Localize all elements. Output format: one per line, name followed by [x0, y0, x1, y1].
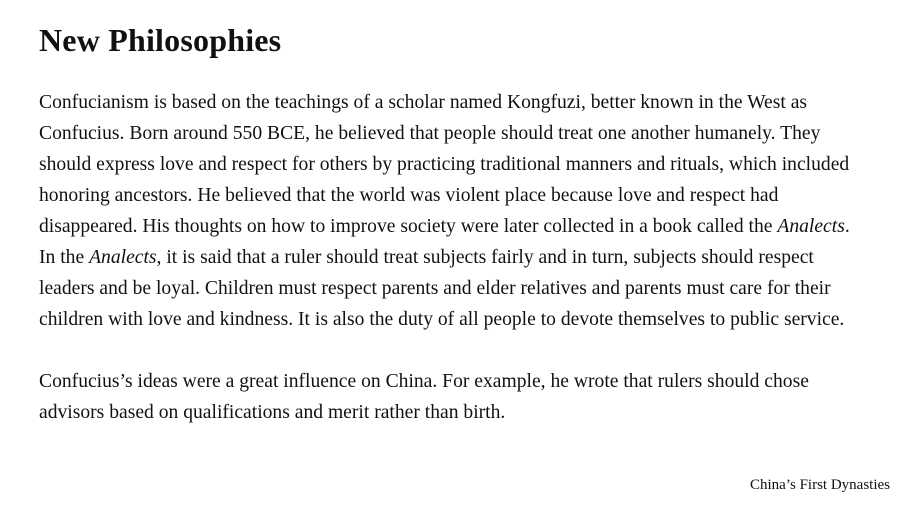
paragraph-influence: Confucius’s ideas were a great influence on China. For example, he wrote that rulers should chose advisors based on qualifications and merit rather than birth.	[39, 371, 809, 423]
paragraph-text: , it is said that a ruler should treat subjects fairly and in turn, subjects should respect leaders and be loyal. Children must respect parents and elder relatives and parents must care for their children with love and kindness. It is also the duty of all people to devote themselves to public service.	[39, 247, 845, 330]
slide-title: New Philosophies	[39, 22, 282, 58]
slide-footer: China’s First Dynasties	[749, 477, 890, 493]
slide-body	[39, 87, 869, 428]
book-title-analects: Analects	[777, 216, 845, 237]
book-title-analects: Analects	[89, 247, 157, 268]
paragraph-confucianism	[39, 87, 869, 335]
paragraph-text: Confucianism is based on the teachings of a scholar named Kongfuzi, better known in the West as Confucius. Born around 550 BCE, he believed that people should treat one another humanely. They should express love and respect for others by practicing traditional manners and rituals, which included honoring ancestors. He believed that the world was violent place because love and respect had disappeared. His thoughts on how to improve society were later collected in a book called the	[39, 92, 850, 237]
paragraph-spacer	[39, 335, 869, 366]
paragraph-text: . In the	[39, 216, 850, 268]
